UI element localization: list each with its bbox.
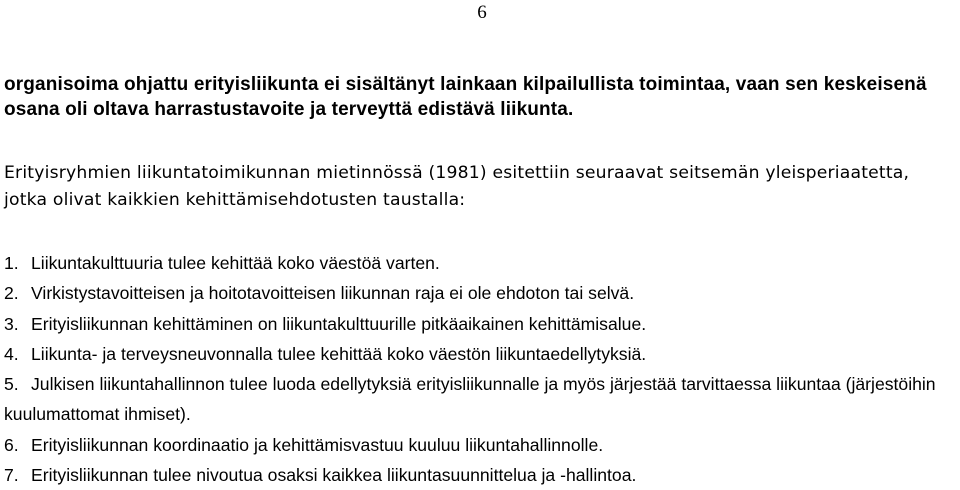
item-text: Erityisliikunnan tulee nivoutua osaksi kaikkea liikuntasuunnittelua ja -hallintoa. [31,465,637,486]
intro-paragraph: organisoima ohjattu erityisliikunta ei sisältänyt lainkaan kilpailullista toimintaa, vaan sen keskeisenä osana oli oltava harrastustavoite ja terveyttä edistävä liikunta. [4,74,927,120]
list-item [4,339,960,369]
item-text: Virkistystavoitteisen ja hoitotavoitteisen liikunnan raja ei ole ehdoton tai selvä. [31,283,635,304]
list-item [4,278,960,308]
principles-list [4,248,960,490]
page-number: 6 [477,2,487,23]
item-number: 7. [4,465,19,486]
item-number: 1. [4,253,19,273]
list-item [4,460,960,490]
list-item [4,309,960,339]
item-number: 2. [4,283,19,304]
item-text: Erityisliikunnan koordinaatio ja kehittämisvastuu kuuluu liikuntahallinnolle. [31,434,604,455]
item-number: 6. [4,434,19,455]
item-text: Liikuntakulttuuria tulee kehittää koko väestöä varten. [31,253,440,273]
list-item [4,430,960,460]
list-item [4,369,960,430]
list-item [4,248,960,278]
item-text: Julkisen liikuntahallinnon tulee luoda edellytyksiä erityisliikunnalle ja myös järjestää tarvittaessa liikuntaa (järjestöihin kuulumattomat ihmiset). [4,374,936,425]
lead-paragraph: Erityisryhmien liikuntatoimikunnan mietinnössä (1981) esitettiin seuraavat seitsemän yleisperiaatetta, jotka olivat kaikkien kehittämisehdotusten taustalla: [4,163,910,210]
item-text: Liikunta- ja terveysneuvonnalla tulee kehittää koko väestön liikuntaedellytyksiä. [31,343,647,364]
item-text: Erityisliikunnan kehittäminen on liikuntakulttuurille pitkäaikainen kehittämisalue. [31,313,647,334]
item-number: 3. [4,313,19,334]
item-number: 5. [4,374,19,395]
item-number: 4. [4,343,19,364]
